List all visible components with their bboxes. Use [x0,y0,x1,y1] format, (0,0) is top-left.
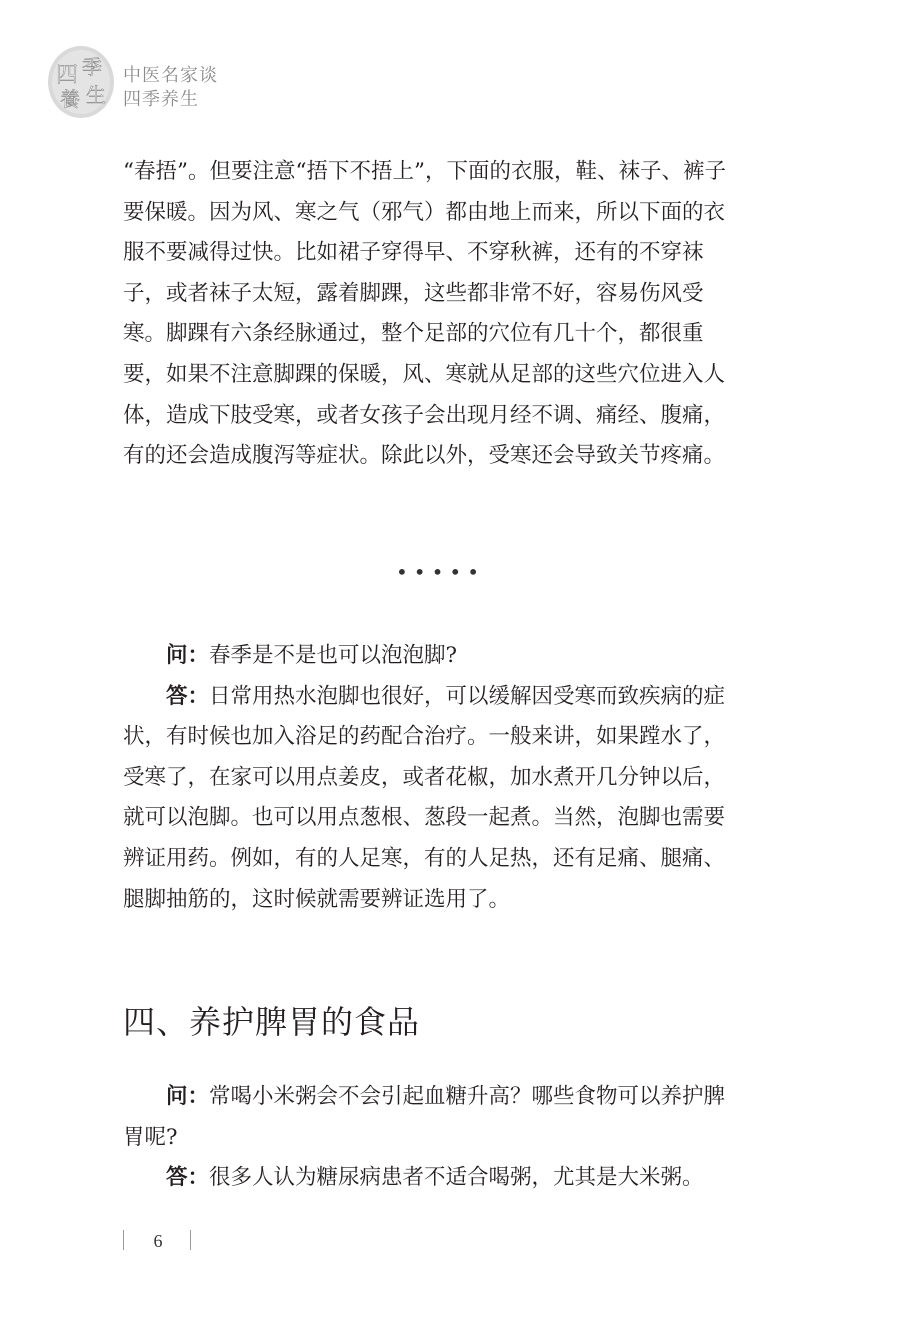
answer-1 [123,677,743,921]
running-header [123,64,218,112]
qa-block-2 [123,1077,743,1199]
page-number: 6 [153,1231,163,1251]
question-label: 问： [166,1084,210,1109]
answer-label: 答： [166,1165,210,1191]
answer-2 [123,1158,743,1199]
svg-text:季: 季 [82,55,102,79]
svg-text:生: 生 [86,83,106,107]
question-text: 常喝小米粥会不会引起血糖升高？哪些食物可以养护脾胃呢? [123,1084,726,1150]
question-2 [123,1077,743,1158]
section-heading: 四、养护脾胃的食品 [123,1003,421,1041]
question-1 [123,636,743,677]
seal-logo [46,44,116,120]
section-separator: ••••• [396,560,485,584]
footer-divider-right [190,1230,191,1250]
paragraph-text: “春捂”。但要注意“捂下不捂上”，下面的衣服，鞋、袜子、裤子要保暖。因为风、寒之气（邪气）都由地上而来，所以下面的衣服不要减得过快。比如裙子穿得早、不穿秋裤，还有的不穿袜子，或者袜子太短，露着脚踝，这些都非常不好，容易伤风受寒。脚踝有六条经脉通过，整个足部的穴位有几十个，都很重要，如果不注意脚踝的保暖，风、寒就从足部的这些穴位进入人体，造成下肢受寒，或者女孩子会出现月经不调、痛经、腹痛，有的还会造成腹泻等症状。除此以外，受寒还会导致关节疼痛。 [123,159,726,469]
header-title-line2: 四季养生 [123,89,199,110]
answer-text: 日常用热水泡脚也很好，可以缓解因受寒而致疾病的症状，有时候也加入浴足的药配合治疗。一般来讲，如果蹚水了，受寒了，在家可以用点姜皮，或者花椒，加水煮开几分钟以后，就可以泡脚。也可以用点葱根、葱段一起煮。当然，泡脚也需要辨证用药。例如，有的人足寒，有的人足热，还有足痛、腿痛、腿脚抽筋的，这时候就需要辨证选用了。 [123,683,726,912]
answer-text: 很多人认为糖尿病患者不适合喝粥，尤其是大米粥。 [209,1165,704,1191]
svg-text:養: 養 [60,87,80,111]
qa-block-1 [123,636,743,920]
footer-divider-left [123,1230,124,1250]
body-paragraph-1 [123,152,743,477]
answer-label: 答： [166,683,210,709]
svg-text:四: 四 [56,63,79,88]
question-label: 问： [166,643,210,668]
header-title-line1: 中医名家谈 [123,65,218,86]
question-text: 春季是不是也可以泡泡脚? [209,643,458,668]
